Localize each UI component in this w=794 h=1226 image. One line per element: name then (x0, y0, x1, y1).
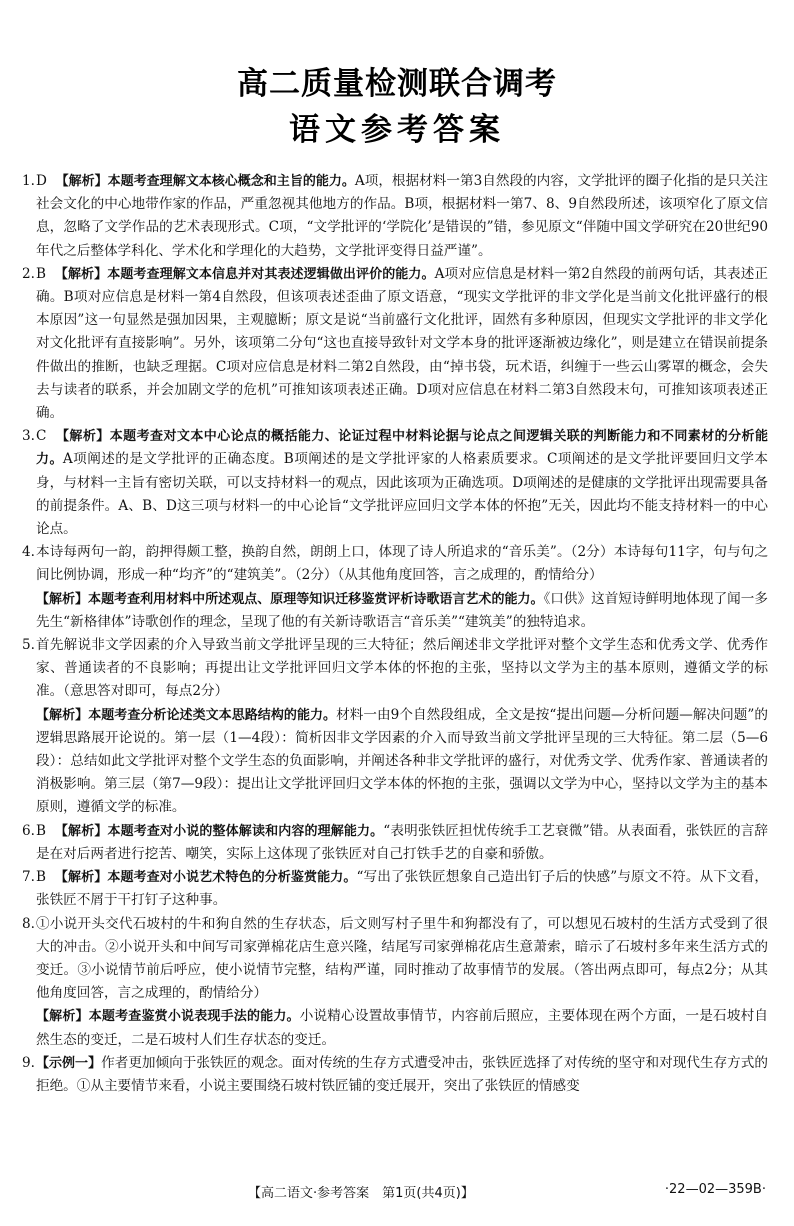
question-8: 8. ①小说开头交代石坡村的牛和狗自然的生存状态，后文则写村子里牛和狗都没有了，可以想见石坡村的生活方式受到了很大的冲击。②小说开头和中间写司家弹棉花店生意兴隆，结尾写司家弹棉花店生意萧索，暗示了石坡村多年来生活方式的变迁。③小说情节前后呼应，使小说情节完整，结构严谨，同时推动了故事情节的发展。（答出两点即可，每点2分；从其他角度回答，言之成理的，酌情给分） (22, 915, 768, 1002)
analysis-label: 【解析】本题考查对小说的整体解读和内容的理解能力。 (54, 823, 384, 839)
analysis-label: 【解析】本题考查利用材料中所述观点、原理等知识迁移鉴赏评析诗歌语言艺术的能力。 (36, 591, 544, 607)
analysis-label: 【解析】本题考查对文本中心论点的概括能力、论证过程中材料论据与论点之间逻辑关联的判断能力和不同素材的分析能力。 (36, 429, 768, 468)
question-2: 2. B 【解析】本题考查理解文本信息并对其表述逻辑做出评价的能力。A项对应信息是材料一第2自然段的前两句话，其表述正确。B项对应信息是材料一第4自然段，但该项表述歪曲了原文语意，“现实文学批评的非文学化是当前文化批评盛行的根本原因”这一句显然是强加因果，主观臆断；原文是说“当前盛行文化批评，固然有多种原因，但现实文学批评的非文学化对文化批评有直接影响”。另外，该项第二分句“这也直接导致针对文学本身的批评逐渐被边缘化”，则是建立在错误前提条件做出的推断，也缺乏理据。C项对应信息是材料二第2自然段，由“掉书袋，玩术语，纠缠于一些云山雾罩的概念，会失去与读者的联系，并会加剧文学的危机”可推知该项表述正确。D项对应信息在材料二第3自然段末句，可推知该项表述正确。 (22, 265, 768, 422)
example-label: 【示例一】 (36, 1055, 102, 1071)
question-8-analysis: 【解析】本题考查鉴赏小说表现手法的能力。小说精心设置故事情节，内容前后照应，主要体现在两个方面，一是石坡村自然生态的变迁，二是石坡村人们生存状态的变迁。 (36, 1008, 768, 1048)
answer-content (22, 170, 768, 1098)
question-6: 6. B 【解析】本题考查对小说的整体解读和内容的理解能力。“表明张铁匠担忧传统手工艺衰微”错。从表面看，张铁匠的言辞是在对后两者进行挖苦、嘲笑，实际上这体现了张铁匠对自己打铁手艺的自豪和骄傲。 (22, 822, 768, 862)
footer-code: ·22—02—359B· (664, 1182, 766, 1197)
analysis-label: 【解析】本题考查分析论述类文本思路结构的能力。 (36, 707, 337, 723)
page-title: 高二质量检测联合调考 (237, 66, 557, 102)
analysis-label: 【解析】本题考查理解文本核心概念和主旨的能力。 (55, 174, 355, 189)
footer-page-info: 【高二语文·参考答案 第1页(共4页)】 (248, 1186, 474, 1201)
question-4: 4. 本诗每两句一韵，韵押得颇工整，换韵自然，朗朗上口，体现了诗人所追求的“音乐美”。（2分）本诗每句11字，句与句之间比例协调，形成一种“均齐”的“建筑美”。（2分）（从其他角度回答，言之成理的，酌情给分） (22, 544, 768, 584)
question-4-analysis: 【解析】本题考查利用材料中所述观点、原理等知识迁移鉴赏评析诗歌语言艺术的能力。《口供》这首短诗鲜明地体现了闻一多先生“新格律体”诗歌创作的理念，呈现了他的有关新诗歌语言“音乐美”“建筑美”的独特追求。 (36, 590, 768, 630)
analysis-label: 【解析】本题考查鉴赏小说表现手法的能力。 (36, 1009, 300, 1025)
page-subtitle: 语文参考答案 (289, 112, 505, 148)
question-3: 3. C 【解析】本题考查对文本中心论点的概括能力、论证过程中材料论据与论点之间逻辑关联的判断能力和不同素材的分析能力。A项阐述的是文学批评的正确态度。B项阐述的是文学批评家的人格素质要求。C项阐述的是文学批评要回归文学本身，与材料一主旨有密切关联，可以支持材料一的观点，因此该项为正确选项。D项阐述的是健康的文学批评出现需要具备的前提条件。A、B、D这三项与材料一的中心论旨“文学批评应回归文学本体的怀抱”无关，因此均不能支持材料一的中心论点。 (22, 428, 768, 538)
question-1: 1. D 【解析】本题考查理解文本核心概念和主旨的能力。A项，根据材料一第3自然段的内容，文学批评的圈子化指的是只关注社会文化的中心地带作家的作品，严重忽视其他地方的作品。B项，根据材料一第7、8、9自然段所述，该项窄化了原文信息，忽略了文学作品的艺术表现形式。C项，“文学批评的‘学院化’是错误的”错，参见原文“伴随中国文学研究在20世纪90年代之后整体学科化、学术化和学理化的大趋势，文学批评变得日益严谨”。 (22, 173, 768, 259)
question-9: 9. 【示例一】作者更加倾向于张铁匠的观念。面对传统的生存方式遭受冲击，张铁匠选择了对传统的坚守和对现代生存方式的拒绝。①从主要情节来看，小说主要围绕石坡村铁匠铺的变迁展开，突出了张铁匠的情感变 (22, 1054, 768, 1094)
question-5: 5. 首先解说非文学因素的介入导致当前文学批评呈现的三大特征；然后阐述非文学批评对整个文学生态和优秀文学、优秀作家、普通读者的不良影响；再提出让文学批评回归文学本体的怀抱的主张，坚持以文学为主的基本原则，遵循文学的标准。（意思答对即可，每点2分） (22, 637, 768, 700)
analysis-label: 【解析】本题考查理解文本信息并对其表述逻辑做出评价的能力。 (54, 266, 435, 282)
question-7: 7. B 【解析】本题考查对小说艺术特色的分析鉴赏能力。“写出了张铁匠想象自己造出钉子后的快感”与原文不符。从下文看，张铁匠不屑于干打钉子这种事。 (22, 869, 768, 909)
analysis-label: 【解析】本题考查对小说艺术特色的分析鉴赏能力。 (54, 870, 357, 886)
question-5-analysis: 【解析】本题考查分析论述类文本思路结构的能力。材料一由9个自然段组成，全文是按“提出问题—分析问题—解决问题”的逻辑思路展开论说的。第一层（1—4段）：简析因非文学因素的介入而导致当前文学批评呈现的三大特征。第二层（5—6段）：总结如此文学批评对整个文学生态的负面影响，并阐述各种非文学批评的盛行，对优秀文学、优秀作家、普通读者的消极影响。第三层（第7—9段）：提出让文学批评回归文学本体的怀抱的主张，强调以文学为中心，坚持以文学为主的基本原则，遵循文学的标准。 (36, 706, 768, 816)
